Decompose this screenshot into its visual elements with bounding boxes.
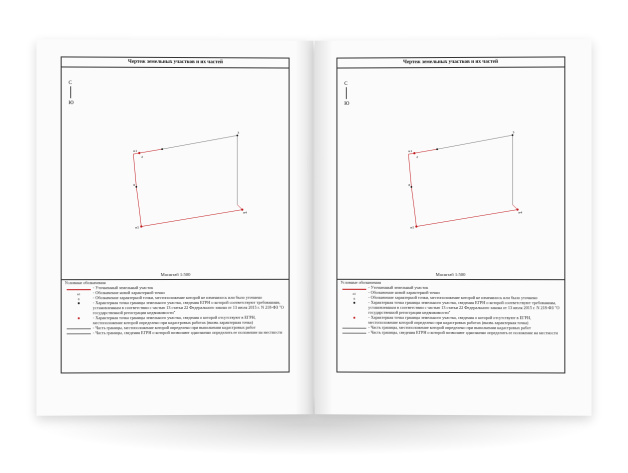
label-3: 3 [512,130,515,135]
legend-text: - Характерная точка границы земельного участка, сведения о которой отсутствуют в ЕГРН, местоположение которой определено при кадастровых работах (вновь характерная точка) [92,314,256,326]
old-point-symbol: 6 [353,297,356,302]
black-dot-symbol [353,302,355,304]
point-6 [135,186,137,188]
label-3: 3 [237,130,240,135]
point-n5 [140,225,142,227]
label-2: 2 [141,155,144,160]
plot-svg [62,66,289,272]
label-2: 2 [416,155,419,160]
gray-line-symbol [67,329,91,330]
legend-text: - Часть границы, местоположение которой определено при выполнении кадастровых работ [92,324,256,331]
drawing-sheet [336,56,565,373]
plot-svg [337,66,564,272]
north-label: С [344,82,348,88]
label-6: 6 [133,182,136,187]
point-3 [236,135,238,137]
gray-line-symbol [342,328,366,329]
label-n4: н4 [518,210,523,215]
point-n5 [415,225,417,227]
old-point-symbol: 6 [77,297,80,302]
point-n1 [413,152,415,154]
legend-text: - Характерная точка границы земельного участка, сведения о которой отсутствуют в ЕГРН, местоположение которой определено при кадастровых работах (вновь характерная точка) [368,314,532,326]
plot-drawing [337,66,564,272]
label-n5: н5 [135,225,140,230]
legend-text: - Характерная точка границы земельного участка, сведения ЕГРН о которой соответствуют требованиям, установленным в соответствии с частью 13 статьи 22 Федерального закона от 13 июля 2015 г. N 218-ФЗ "О государственной регистрации недвижимости" [368,300,560,316]
legend-text: - Обозначение новой характерной точки [92,290,165,296]
spine-shade [315,41,333,415]
left-page [36,39,313,416]
drawing-sheet [61,56,290,373]
boundary-new [133,149,242,226]
legend-text: - Уточненный земельный участок [368,285,429,291]
label-6: 6 [408,182,411,187]
boundary-old [437,135,512,205]
legend-title: Условные обозначения [340,279,381,285]
legend-text: - Обозначение характерной точки, местоположение которой не изменилось или было уточнено [92,295,263,301]
legend [337,279,564,373]
point-6 [411,186,413,188]
new-point-symbol: н1 [76,292,81,297]
legend-row [340,330,561,336]
point-2 [436,148,438,150]
label-n4: н4 [243,210,247,215]
legend-row [65,330,286,336]
scale-label: Масштаб 1:500 [435,271,466,278]
north-label: С [68,81,72,87]
red-dot-symbol [78,317,80,319]
south-label: Ю [68,101,74,107]
south-label: Ю [344,101,350,107]
label-n1: н1 [408,149,413,154]
legend-text: - Часть границы, местоположение которой определено при выполнении кадастровых работ [368,324,531,331]
boundary-old [162,135,237,204]
point-3 [512,134,514,136]
legend-title: Условные обозначения [64,280,106,286]
legend-text: - Характерная точка границы земельного участка, сведения ЕГРН о которой соответствуют требованиям, установленным в соответствии с частью 13 статьи 22 Федерального закона от 13 июля 2015 г. N 218-ФЗ "О государственной регистрации недвижимости" [92,300,284,316]
legend-text: - Часть границы, сведения ЕГРН о которой позволяют однозначно определить ее положение на местности [92,329,283,336]
label-n1: н1 [133,149,138,154]
boundary-new [408,149,517,226]
right-page [315,39,592,416]
sheet-title: Чертеж земельных участков и их частей [62,57,289,68]
black-dot-symbol [78,303,80,305]
point-2 [161,148,163,150]
spine-shade [296,41,314,415]
point-n1 [138,152,140,154]
legend-text: - Обозначение новой характерной точки [368,290,440,296]
sheet-title: Чертеж земельных участков и их частей [337,57,564,68]
red-line-symbol [67,289,91,290]
legend-text: - Часть границы, сведения ЕГРН о которой позволяют однозначно определить ее положение на местности [368,329,558,336]
new-point-symbol: н1 [352,292,357,297]
gray-line-symbol [342,333,366,334]
plot-drawing [62,66,289,272]
legend-text: - Уточненный земельный участок [92,285,154,291]
red-dot-symbol [353,317,355,319]
gray-line-symbol [67,334,91,335]
scale-label: Масштаб 1:500 [160,271,191,278]
legend-text: - Обозначение характерной точки, местоположение которой не изменилось или было уточнено [368,295,538,301]
label-n5: н5 [410,225,415,230]
red-line-symbol [342,289,366,290]
legend [62,279,289,373]
